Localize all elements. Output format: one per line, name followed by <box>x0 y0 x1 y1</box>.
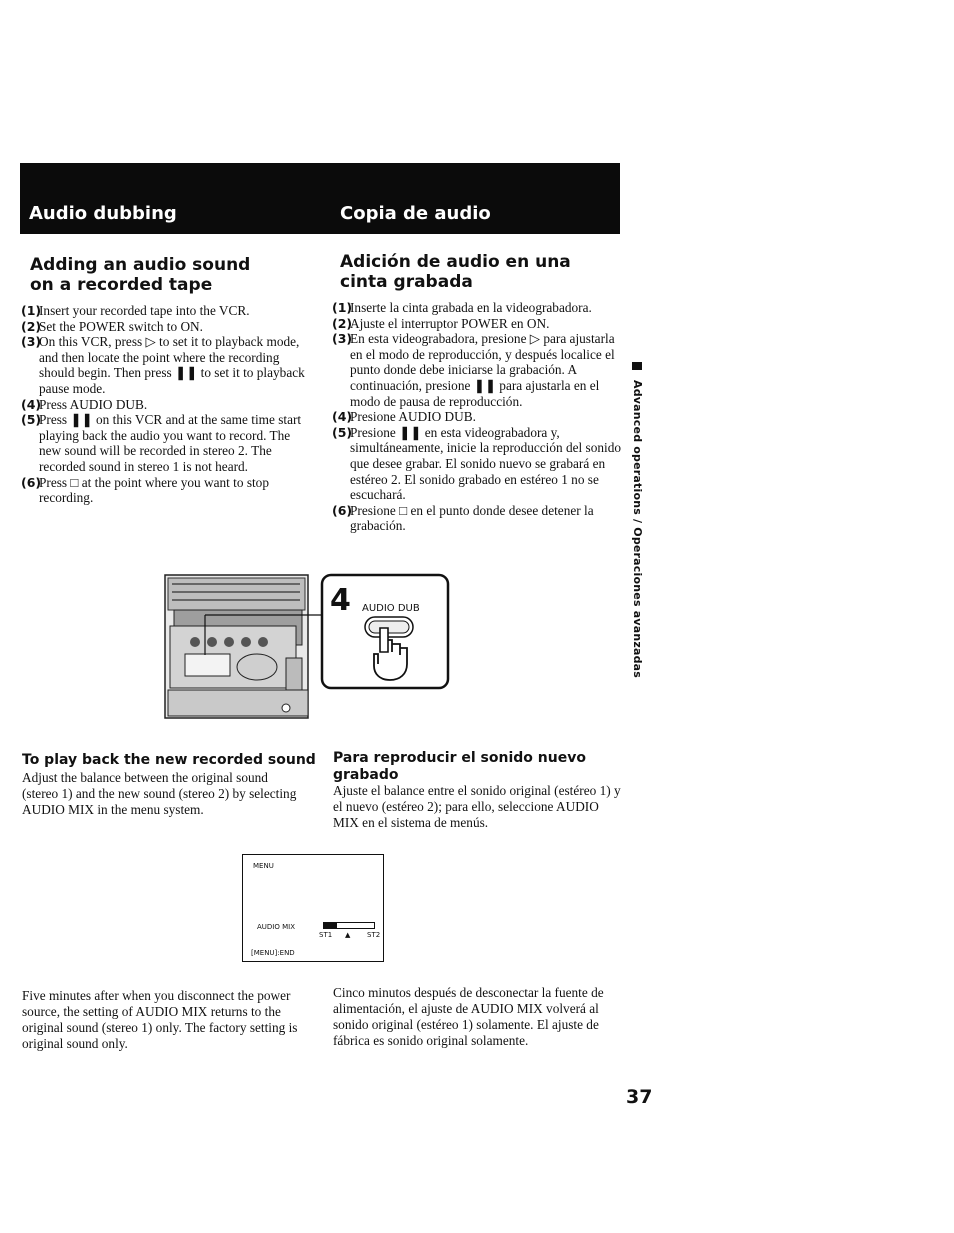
vcr-device-drawing <box>165 575 325 718</box>
menu-end-hint: [MENU]:END <box>251 949 295 957</box>
step-text: Ajuste el interruptor POWER en ON. <box>350 315 550 331</box>
note-en: Five minutes after when you disconnect the power source, the setting of AUDIO MIX returns to the original sound (stereo 1) only. The factory setting is original sound only. <box>22 988 298 1051</box>
step-number: (3) <box>21 334 42 350</box>
menu-screen <box>242 854 384 962</box>
step-en-1 <box>21 303 313 319</box>
audio-mix-label: AUDIO MIX <box>257 923 296 931</box>
step-es-2 <box>332 316 622 332</box>
step-number: (2) <box>21 318 42 334</box>
step-text: Presione AUDIO DUB. <box>350 409 476 425</box>
step-en-3 <box>21 334 313 396</box>
step-number: (1) <box>332 300 353 315</box>
step-four-number: 4 <box>330 583 351 618</box>
st2-label: ST2 <box>367 931 381 939</box>
st1-label: ST1 <box>319 931 333 939</box>
step-number: (3) <box>332 331 353 347</box>
subheading-en: To play back the new recorded sound <box>22 752 316 768</box>
step-es-3 <box>332 331 622 409</box>
steps-es <box>332 300 622 534</box>
step-text: Press □ at the point where you want to stop recording. <box>39 474 269 506</box>
step-text: Press AUDIO DUB. <box>39 396 148 412</box>
step-number: (6) <box>21 474 42 490</box>
step-en-6 <box>21 475 313 506</box>
heading-en: Adding an audio sound on a recorded tape <box>30 255 251 295</box>
page-number: 37 <box>626 1086 653 1108</box>
step-text: Presione ❚❚ en esta videograbadora y, simultáneamente, inicie la reproducción del sonido que desee grabar. El sonido nuevo se grabará en estéreo 2. El sonido grabado en estéreo 1 no se escuchará. <box>350 424 622 503</box>
step-text: On this VCR, press ▷ to set it to playback mode, and then locate the point where the recording should begin. Then press ❚❚ to set it to playback pause mode. <box>39 334 305 396</box>
step-en-5 <box>21 412 313 474</box>
step-es-4 <box>332 409 622 425</box>
step-number: (4) <box>21 396 42 412</box>
sidebar-tab <box>622 350 652 679</box>
step-text: Press ❚❚ on this VCR and at the same time start playing back the audio you want to record. The new sound will be recorded in stereo 2. The recorded sound in stereo 1 is not heard. <box>39 412 302 474</box>
banner-title-es: Copia de audio <box>340 203 491 224</box>
step-es-5 <box>332 425 622 503</box>
step-number: (5) <box>21 412 42 428</box>
section-banner <box>20 163 620 234</box>
heading-es: Adición de audio en una cinta grabada <box>340 252 571 292</box>
audio-dub-callout <box>322 575 448 688</box>
step-text: Presione □ en el punto donde desee detener la grabación. <box>350 502 594 534</box>
step-es-1 <box>332 300 622 316</box>
audio-dub-label: AUDIO DUB <box>362 603 420 614</box>
step-text: Insert your recorded tape into the VCR. <box>39 303 250 318</box>
subheading-es: Para reproducir el sonido nuevo grabado <box>333 750 586 783</box>
vcr-illustration <box>160 570 455 722</box>
balance-arrow-icon: ▲ <box>345 931 351 939</box>
note-es: Cinco minutos después de desconectar la fuente de alimentación, el ajuste de AUDIO MIX volverá al sonido original (estéreo 1) solamente. El ajuste de fábrica es sonido original solamente. <box>333 985 604 1048</box>
sidebar-label: Advanced operations / Operaciones avanzadas <box>631 380 644 679</box>
banner-title-en: Audio dubbing <box>29 203 177 224</box>
step-number: (2) <box>332 315 353 331</box>
step-es-6 <box>332 503 622 534</box>
step-en-2 <box>21 319 313 335</box>
sidebar-marker <box>632 362 642 370</box>
step-text: Set the POWER switch to ON. <box>39 318 203 334</box>
step-text: En esta videograbadora, presione ▷ para ajustarla en el modo de reproducción, y después localice el punto donde debe iniciarse la grabación. A continuación, presione ❚❚ para ajustarla en el modo de pausa de reproducción. <box>350 331 615 409</box>
audio-mix-level <box>324 923 337 928</box>
step-number: (4) <box>332 409 353 425</box>
audio-mix-slider <box>323 922 375 929</box>
step-number: (1) <box>21 303 42 318</box>
step-number: (6) <box>332 502 353 518</box>
steps-en <box>21 303 313 506</box>
step-en-4 <box>21 397 313 413</box>
step-text: Inserte la cinta grabada en la videograbadora. <box>350 300 592 315</box>
subtext-es: Ajuste el balance entre el sonido original (estéreo 1) y el nuevo (estéreo 2); para ello, seleccione AUDIO MIX en el sistema de menús. <box>333 783 621 830</box>
subtext-en: Adjust the balance between the original sound (stereo 1) and the new sound (stereo 2) by selecting AUDIO MIX in the menu system. <box>22 770 297 817</box>
step-number: (5) <box>332 424 353 440</box>
menu-title: MENU <box>253 862 274 870</box>
